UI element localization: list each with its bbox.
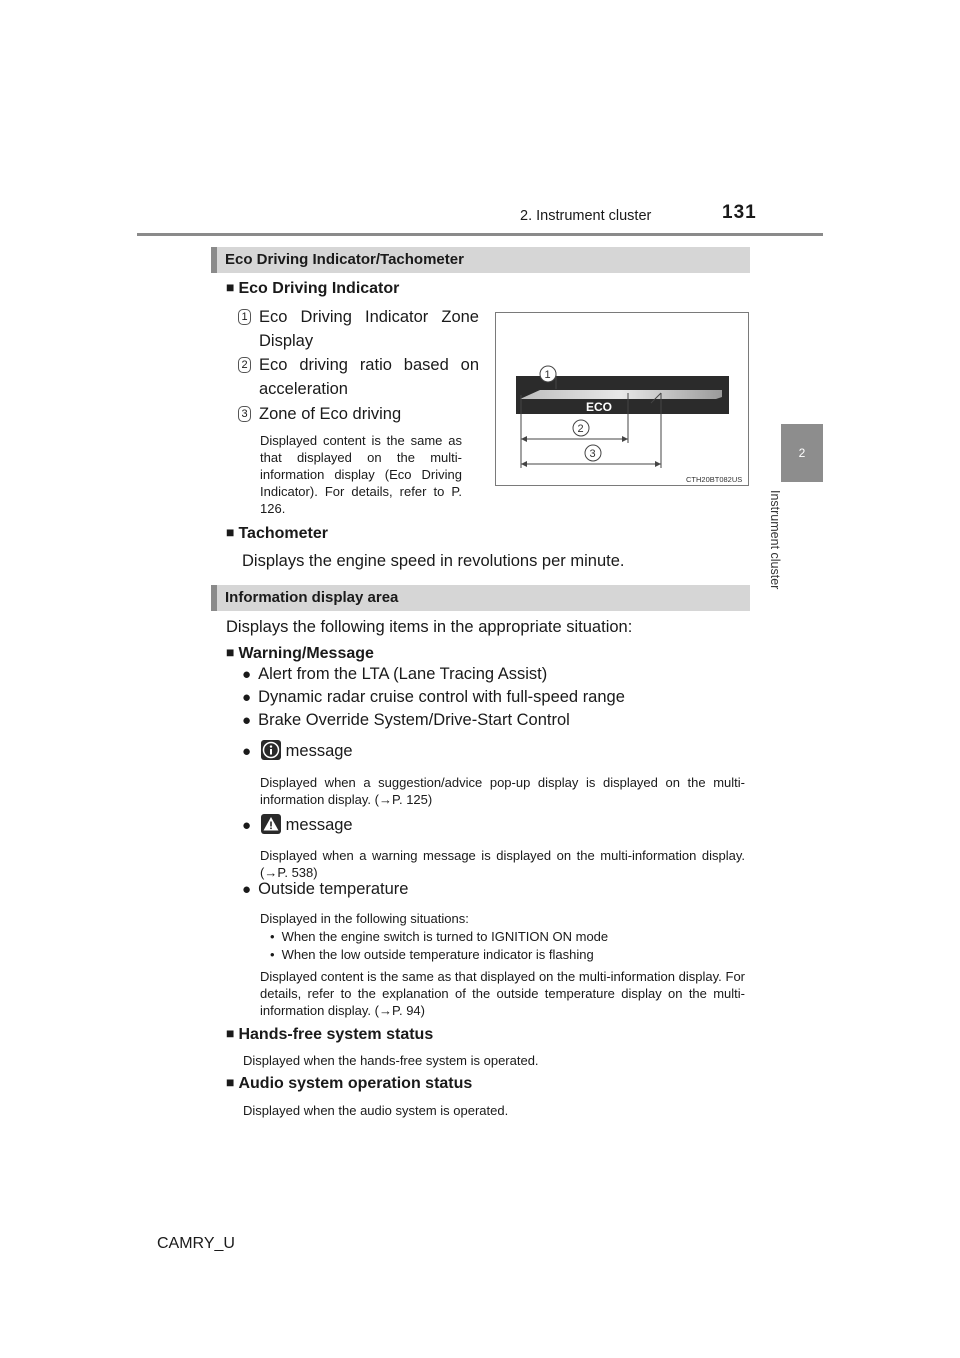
item-number-3: 3: [238, 406, 251, 422]
outside-temp-intro: Displayed in the following situations:: [260, 911, 469, 926]
item-text-2: Eco driving ratio based on acceleration: [259, 356, 479, 398]
chapter-label: Instrument cluster: [768, 490, 782, 590]
bullet-text: Brake Override System/Drive-Start Control: [258, 711, 570, 729]
outside-note-text: Displayed content is the same as that displayed on the multi-information display. For details, refer to the explanation of the outside temperature display on the multi-information display. (: [260, 969, 745, 1018]
arrow-head: [521, 436, 527, 442]
sub-text: When the engine switch is turned to IGNITION ON mode: [281, 929, 609, 944]
audio-text: Displayed when the audio system is operated.: [243, 1103, 509, 1118]
handsfree-heading: ■ Hands-free system status: [226, 1026, 433, 1044]
tachometer-heading: ■ Tachometer: [226, 525, 328, 543]
info-message-label: message: [285, 742, 353, 760]
header-section-title: 2. Instrument cluster: [520, 208, 652, 224]
sub-text: When the low outside temperature indicator is flashing: [281, 947, 594, 962]
section-heading-bar: [211, 585, 750, 611]
warning-message-note: [260, 847, 745, 881]
arrow-head: [655, 461, 661, 467]
model-code: CAMRY_U: [157, 1235, 235, 1252]
page-ref-link[interactable]: P. 125): [391, 792, 433, 807]
figure-code: CTH20BT082US: [686, 475, 743, 484]
bullet-text: Dynamic radar cruise control with full-speed range: [258, 688, 625, 706]
callout-1: 1: [544, 369, 551, 381]
warning-icon: [261, 814, 281, 834]
item-text-3: Zone of Eco driving: [259, 405, 402, 423]
bullet-item: ● Dynamic radar cruise control with full-speed range: [242, 688, 625, 706]
right-arrow-icon: →: [378, 1003, 392, 1018]
page-number: 131: [722, 202, 757, 223]
info-icon: [261, 740, 281, 760]
outside-temp-note: [260, 968, 745, 1019]
callout-2: 2: [577, 423, 584, 435]
handsfree-text: Displayed when the hands-free system is operated.: [243, 1053, 539, 1068]
eco-indicator-diagram: [496, 313, 748, 485]
right-arrow-icon: →: [264, 865, 278, 880]
item-number-1: 1: [238, 309, 251, 325]
callout-3: 3: [589, 448, 596, 460]
eco-note: Displayed content is the same as that displayed on the multi-information display (Eco Driving Indicator). For details, refer to P. 126.: [260, 433, 462, 516]
outside-temp-heading: Outside temperature: [258, 880, 409, 898]
info-icon-glyph: [261, 740, 281, 760]
outside-temp-item: ● Outside temperature: [242, 880, 409, 898]
chapter-tab: [781, 424, 823, 482]
info-note-text: Displayed when a suggestion/advice pop-up display is displayed on the multi-information display. (: [260, 775, 745, 807]
bullet-text: Alert from the LTA (Lane Tracing Assist): [258, 665, 548, 683]
warning-note-text: Displayed when a warning message is displayed on the multi-information display. (: [260, 848, 745, 880]
audio-heading: ■ Audio system operation status: [226, 1075, 472, 1093]
chapter-label-container: [768, 490, 792, 610]
section-heading-eco-tachometer: Eco Driving Indicator/Tachometer: [225, 251, 464, 268]
warning-message-item: ● message: [242, 816, 353, 834]
bullet-item: ● Brake Override System/Drive-Start Control: [242, 711, 570, 729]
warning-icon-glyph: [261, 814, 281, 834]
section-heading-info-display: Information display area: [225, 589, 399, 606]
item-number-2: 2: [238, 357, 251, 373]
arrow-head: [521, 461, 527, 467]
page-ref-link[interactable]: P. 94): [391, 1003, 425, 1018]
item-text-1: Eco Driving Indicator Zone Display: [259, 308, 479, 350]
header-rule: [137, 233, 823, 236]
eco-indicator-figure: [495, 312, 749, 486]
chapter-number: 2: [798, 446, 806, 460]
warning-message-label: message: [285, 816, 353, 834]
arrow-head: [622, 436, 628, 442]
info-message-item: ● message: [242, 742, 353, 760]
warning-message-heading: ■ Warning/Message: [226, 645, 374, 663]
info-message-note: [260, 774, 745, 808]
right-arrow-icon: →: [378, 792, 392, 807]
info-intro: Displays the following items in the appropriate situation:: [226, 618, 633, 636]
page-ref-link[interactable]: P. 538): [277, 865, 318, 880]
outside-temp-sub-1: • When the engine switch is turned to IGNITION ON mode: [270, 929, 609, 944]
eco-zone-strip: [520, 390, 722, 399]
section-heading-bar: [211, 247, 750, 273]
outside-temp-sub-2: • When the low outside temperature indicator is flashing: [270, 947, 594, 962]
eco-indicator-heading: ■ Eco Driving Indicator: [226, 280, 399, 298]
tachometer-text: Displays the engine speed in revolutions per minute.: [242, 552, 625, 570]
eco-label: ECO: [586, 400, 613, 414]
bullet-item: ● Alert from the LTA (Lane Tracing Assist): [242, 665, 548, 683]
